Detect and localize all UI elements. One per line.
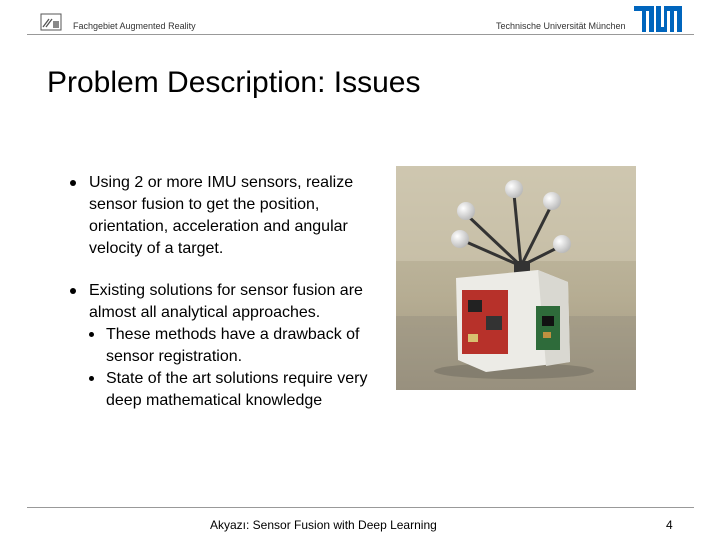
- header-divider: [27, 34, 694, 35]
- slide-title: Problem Description: Issues: [47, 66, 421, 99]
- department-label: Fachgebiet Augmented Reality: [73, 21, 196, 31]
- bullet-list: [70, 172, 385, 432]
- augmented-reality-logo-icon: [40, 13, 62, 31]
- sub-bullet-item: [89, 368, 385, 412]
- bullet-text: Using 2 or more IMU sensors, realize sensor fusion to get the position, orientation, acceleration and angular velocity of a target.: [89, 174, 354, 257]
- bullet-dot-icon: [89, 376, 94, 381]
- footer-divider: [27, 507, 694, 508]
- footer-presentation-title: Akyazı: Sensor Fusion with Deep Learning: [210, 518, 437, 532]
- university-label: Technische Universität München: [496, 21, 626, 31]
- sub-bullet-text: State of the art solutions require very deep mathematical knowledge: [106, 370, 368, 409]
- bullet-item: [70, 172, 385, 260]
- page-number: 4: [666, 518, 673, 532]
- sub-bullet-text: These methods have a drawback of sensor registration.: [106, 326, 360, 365]
- tum-logo-icon: [634, 6, 682, 32]
- bullet-dot-icon: [70, 180, 76, 186]
- sensor-cube-photo: [396, 166, 636, 390]
- sub-bullet-item: [89, 324, 385, 368]
- bullet-dot-icon: [70, 288, 76, 294]
- bullet-text: Existing solutions for sensor fusion are almost all analytical approaches.: [89, 282, 363, 321]
- bullet-item: [70, 280, 385, 412]
- bullet-dot-icon: [89, 332, 94, 337]
